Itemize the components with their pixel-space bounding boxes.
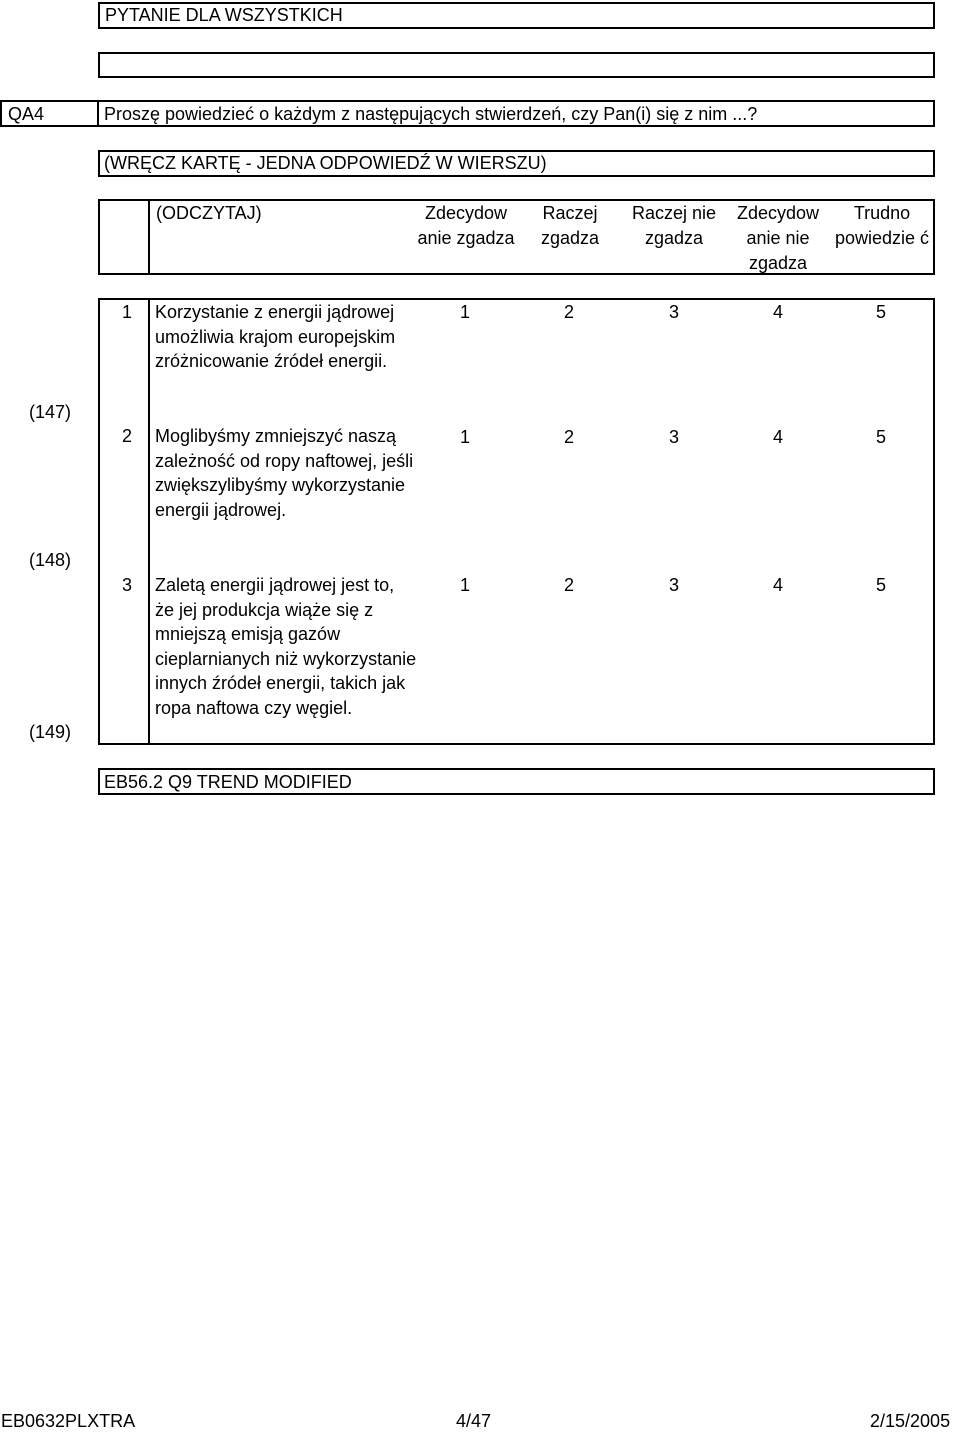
table-header-divider: [148, 199, 150, 275]
row-number: 3: [121, 575, 132, 595]
column-header-dont-know: Trudno powiedzie ć: [834, 203, 930, 248]
question-text: Proszę powiedzieć o każdym z następujących stwierdzeń, czy Pan(i) się z nim ...?: [104, 104, 758, 124]
answer-option-3[interactable]: 3: [668, 575, 679, 595]
column-header-strongly-disagree: Zdecydow anie nie zgadza: [736, 203, 820, 273]
section-title: PYTANIE DLA WSZYSTKICH: [105, 5, 343, 25]
read-label: (ODCZYTAJ): [156, 203, 262, 223]
trend-note: EB56.2 Q9 TREND MODIFIED: [104, 772, 352, 792]
column-header-strongly-agree: Zdecydow anie zgadza: [417, 203, 515, 248]
answer-option-3[interactable]: 3: [668, 427, 679, 447]
questions-table-divider: [148, 298, 150, 745]
row-number: 2: [121, 426, 132, 446]
footer-doc-id: EB0632PLXTRA: [1, 1411, 136, 1431]
answer-option-1[interactable]: 1: [459, 302, 470, 322]
row-statement: Korzystanie z energii jądrowej umożliwia krajom europejskim zróżnicowanie źródeł energii.: [155, 302, 396, 372]
answer-option-5[interactable]: 5: [875, 575, 886, 595]
answer-option-4[interactable]: 4: [772, 427, 783, 447]
footer-page-number: 4/47: [456, 1411, 492, 1431]
column-header-tend-disagree: Raczej nie zgadza: [631, 203, 717, 248]
empty-box: [98, 52, 935, 78]
row-code: (148): [28, 550, 72, 570]
answer-option-2[interactable]: 2: [563, 302, 574, 322]
answer-option-2[interactable]: 2: [563, 427, 574, 447]
answer-option-1[interactable]: 1: [459, 575, 470, 595]
column-header-tend-agree: Raczej zgadza: [540, 203, 600, 248]
row-code: (149): [28, 722, 72, 742]
row-statement: Zaletą energii jądrowej jest to, że jej produkcja wiąże się z mniejszą emisją gazów cieplarnianych niż wykorzystanie innych źródeł energii, takich jak ropa naftowa czy węgiel.: [155, 575, 417, 718]
row-number: 1: [121, 302, 132, 322]
answer-option-5[interactable]: 5: [875, 427, 886, 447]
answer-option-3[interactable]: 3: [668, 302, 679, 322]
question-divider: [97, 100, 99, 127]
answer-option-5[interactable]: 5: [875, 302, 886, 322]
answer-option-4[interactable]: 4: [772, 575, 783, 595]
footer-date: 2/15/2005: [870, 1411, 951, 1431]
row-statement: Moglibyśmy zmniejszyć naszą zależność od ropy naftowej, jeśli zwiększylibyśmy wykorzystanie energii jądrowej.: [155, 426, 414, 520]
answer-option-2[interactable]: 2: [563, 575, 574, 595]
answer-option-4[interactable]: 4: [772, 302, 783, 322]
answer-option-1[interactable]: 1: [459, 427, 470, 447]
instruction-text: (WRĘCZ KARTĘ - JEDNA ODPOWIEDŹ W WIERSZU): [104, 153, 547, 173]
row-code: (147): [28, 402, 72, 422]
question-id: QA4: [8, 104, 45, 124]
